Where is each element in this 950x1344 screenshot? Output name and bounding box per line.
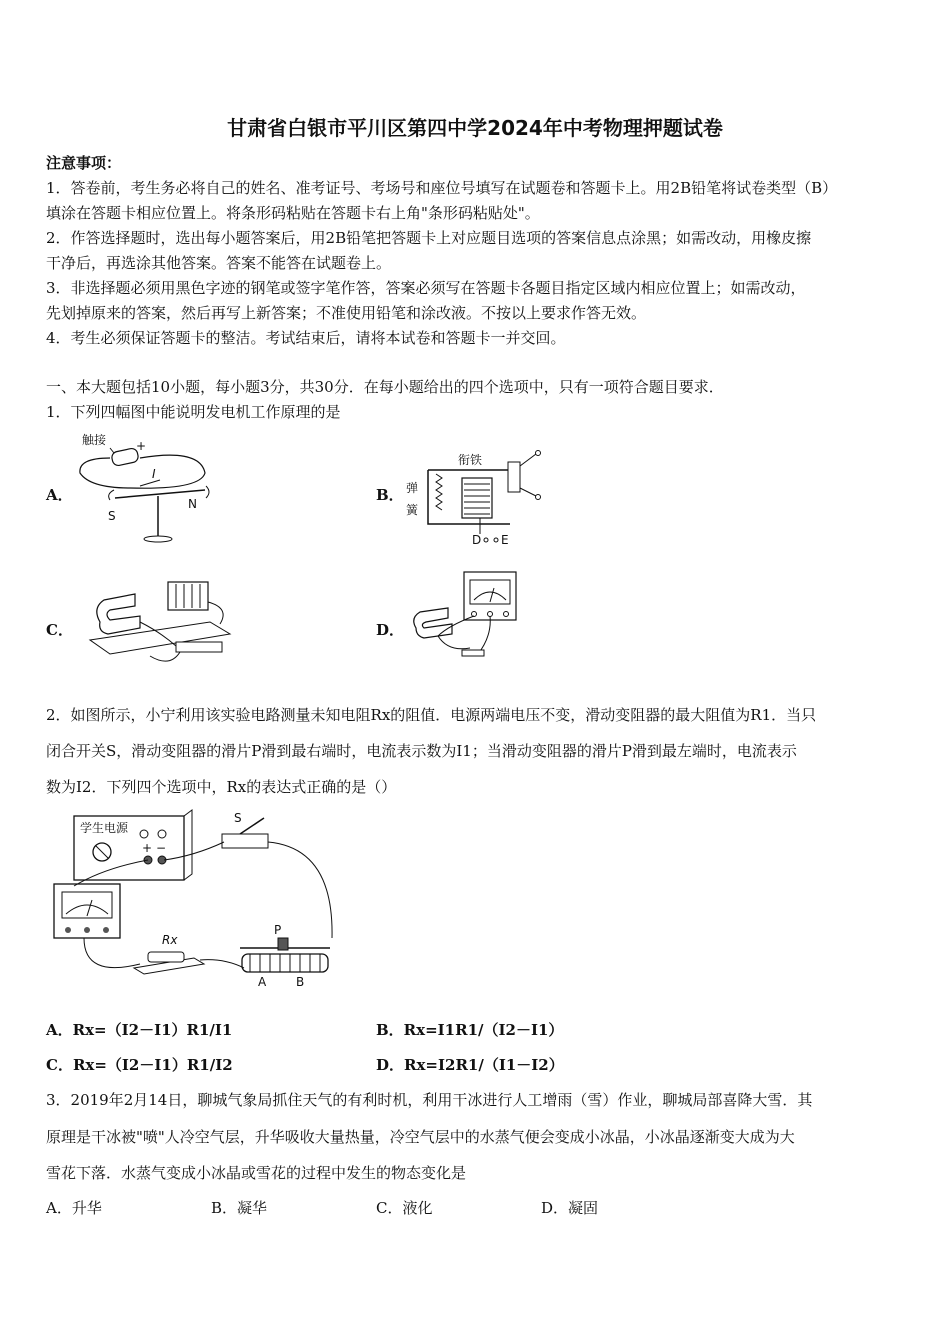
q2-option-b: B．Rx=I1R1/（I2－I1）	[376, 1021, 564, 1039]
svg-text:−: −	[156, 841, 167, 855]
notice-line: 先划掉原来的答案，然后再写上新答案；不准使用铅笔和涂改液。不按以上要求作答无效。	[46, 304, 647, 322]
q2-option-a: A．Rx=（I2－I1）R1/I1	[46, 1021, 233, 1039]
slider-p[interactable]	[278, 938, 288, 950]
q3-option-a: A．升华	[46, 1199, 102, 1217]
q2-stem-line: 数为I2．下列四个选项中，Rx的表达式正确的是（）	[46, 778, 397, 796]
north-label: N	[188, 497, 197, 511]
q1-option-c-label: C．	[46, 621, 73, 639]
q3-option-d: D．凝固	[541, 1199, 599, 1217]
notice-line: 3．非选择题必须用黑色字迹的钢笔或签字笔作答，答案必须写在答题卡各题目指定区域内相应位置上；如需改动，	[46, 279, 806, 297]
q1-option-b-label: B．	[376, 486, 404, 504]
rheostat-coil	[242, 954, 328, 972]
q2-stem-line: 2．如图所示，小宁利用该实验电路测量未知电阻Rx的阻值．电源两端电压不变，滑动变阻器的最大阻值为R1．当只	[46, 706, 817, 724]
end-b-label: B	[296, 975, 305, 989]
terminal-d-label: D	[472, 533, 482, 547]
page-title: 甘肃省白银市平川区第四中学2024年中考物理押题试卷	[227, 116, 723, 140]
contacts	[508, 462, 520, 492]
notice-line: 1．答卷前，考生务必将自己的姓名、准考证号、考场号和座位号填写在试题卷和答题卡上。用2B铅笔将试卷类型（B）	[46, 179, 838, 197]
notice-line: 干净后，再选涂其他答案。答案不能答在试题卷上。	[46, 254, 392, 272]
figure-a-wire-compass	[70, 428, 220, 548]
section-heading: 一、本大题包括10小题，每小题3分，共30分．在每小题给出的四个选项中，只有一项符合题目要求．	[46, 378, 724, 396]
south-label: S	[108, 509, 116, 523]
figure-d-generator	[408, 566, 528, 666]
q3-option-c: C．液化	[376, 1199, 433, 1217]
q3-stem-line: 原理是干冰被"喷"人冷空气层，升华吸收大量热量，冷空气层中的水蒸气便会变成小冰晶，小冰晶逐渐变大成为大	[46, 1128, 795, 1146]
notice-line: 2．作答选择题时，选出每小题答案后，用2B铅笔把答题卡上对应题目选项的答案信息点涂黑；如需改动，用橡皮擦	[46, 229, 812, 247]
spring	[436, 474, 442, 510]
current-label: I	[152, 467, 156, 481]
q2-option-c: C．Rx=（I2－I1）R1/I2	[46, 1056, 233, 1074]
q2-circuit-figure	[44, 808, 344, 988]
switch[interactable]	[222, 834, 268, 848]
q3-option-b: B．凝华	[211, 1199, 268, 1217]
svg-text:+: +	[142, 841, 153, 855]
notice-heading: 注意事项：	[46, 154, 122, 172]
switch-label: S	[234, 811, 242, 825]
q1-option-a-label: A．	[46, 486, 73, 504]
power-supply-label: 学生电源	[80, 821, 129, 835]
notice-line: 填涂在答题卡相应位置上。将条形码粘贴在答题卡右上角"条形码粘贴处"。	[46, 204, 540, 222]
q2-option-d: D．Rx=I2R1/（I1－I2）	[376, 1056, 564, 1074]
wire-loop	[80, 455, 205, 488]
touch-label: 触接	[82, 433, 107, 447]
rx-label: Rx	[162, 933, 178, 947]
armature-label: 衔铁	[458, 453, 483, 467]
terminal-e-label: E	[501, 533, 509, 547]
battery-box	[168, 582, 208, 610]
horseshoe-magnet-d	[414, 608, 452, 638]
figure-c-motor	[80, 572, 245, 672]
spring-label-1: 弹	[406, 481, 419, 495]
notice-line: 4．考生必须保证答题卡的整洁。考试结束后，请将本试卷和答题卡一并交回。	[46, 329, 566, 347]
horseshoe-magnet	[97, 594, 140, 634]
figure-b-relay	[400, 448, 550, 548]
q3-stem-line: 雪花下落．水蒸气变成小冰晶或雪花的过程中发生的物态变化是	[46, 1164, 467, 1182]
q3-stem-line: 3．2019年2月14日，聊城气象局抓住天气的有利时机，利用干冰进行人工增雨（雪）作业，聊城局部喜降大雪．其	[46, 1091, 813, 1109]
q1-stem: 1．下列四幅图中能说明发电机工作原理的是	[46, 403, 341, 421]
end-a-label: A	[258, 975, 267, 989]
spring-label-2: 簧	[406, 503, 419, 517]
q1-option-d-label: D．	[376, 621, 405, 639]
plus-label: +	[136, 439, 147, 453]
rheostat	[176, 642, 222, 652]
battery-cell	[111, 447, 139, 466]
rx-resistor	[148, 952, 184, 962]
q2-stem-line: 闭合开关S，滑动变阻器的滑片P滑到最右端时，电流表示数为I1；当滑动变阻器的滑片P滑到最左端时，电流表示	[46, 742, 797, 760]
slider-label: P	[274, 923, 282, 937]
